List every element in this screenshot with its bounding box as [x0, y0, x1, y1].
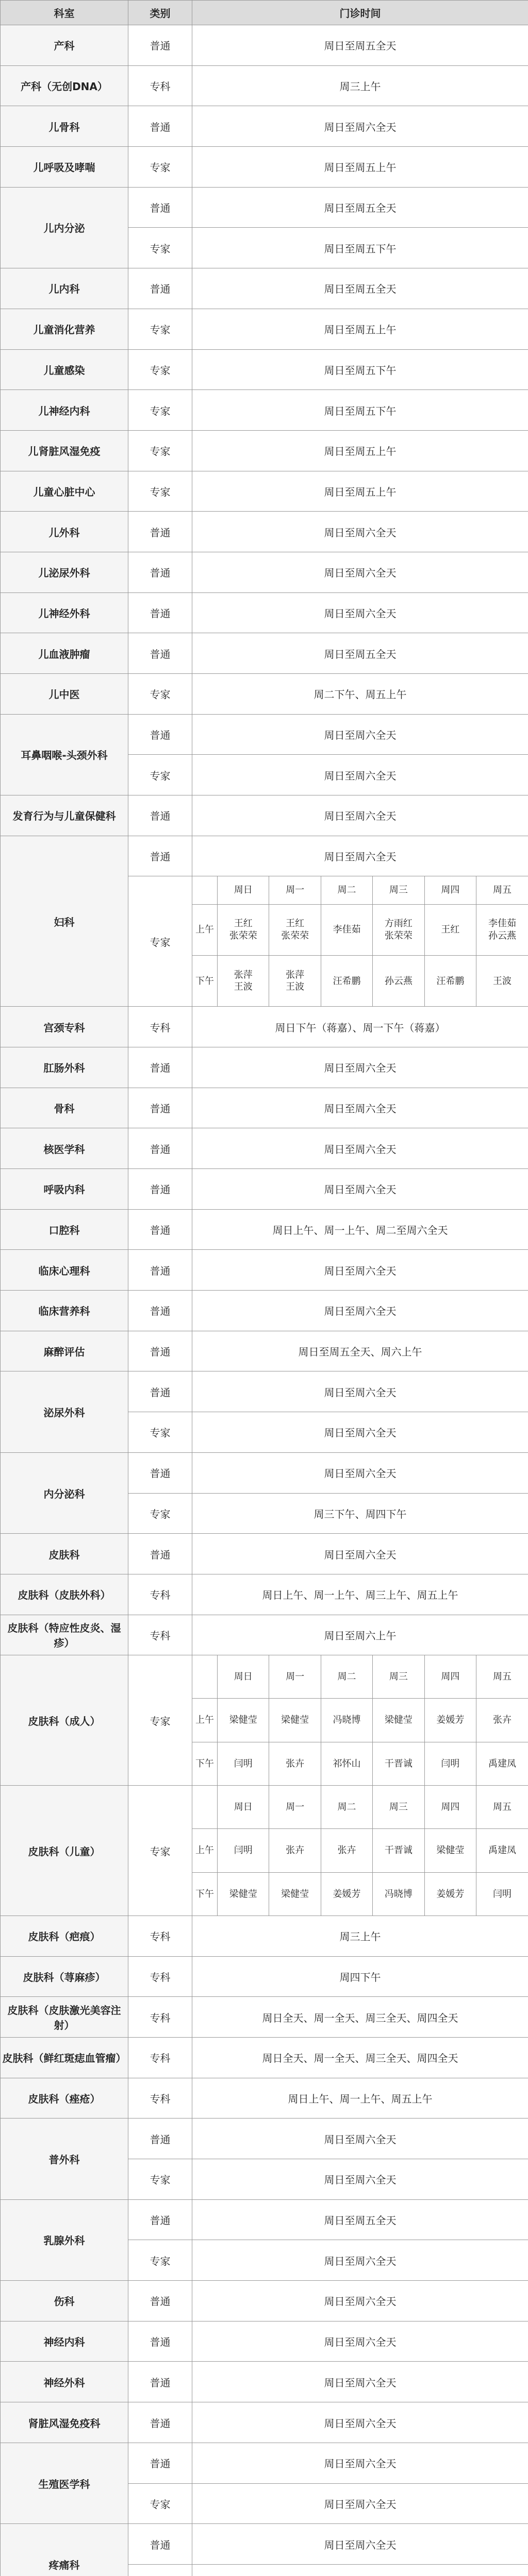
visit-type: 专家 [128, 471, 192, 512]
visit-type: 普通 [128, 714, 192, 755]
grid-day: 周日 [218, 876, 269, 904]
visit-type: 专科 [128, 2078, 192, 2119]
clinic-hours: 周日至周六全天 [192, 1412, 528, 1453]
clinic-hours: 周日至周六全天 [192, 1291, 528, 1331]
visit-type: 专家 [128, 390, 192, 431]
clinic-hours: 周二下午、周五上午 [192, 674, 528, 715]
visit-type: 专家 [128, 147, 192, 188]
clinic-hours: 周日至周六全天 [192, 836, 528, 876]
clinic-hours: 周日至周六全天 [192, 2524, 528, 2565]
doctor-name: 梁健莹 [269, 1699, 321, 1742]
table-row [1, 106, 528, 147]
table-row [1, 2281, 528, 2321]
visit-type: 普通 [128, 2524, 192, 2565]
visit-type: 专家 [128, 876, 192, 1007]
clinic-hours: 周日至周五全天、周六上午 [192, 1331, 528, 1371]
clinic-hours: 周日至周六全天 [192, 2321, 528, 2362]
dept-name: 儿中医 [1, 674, 128, 715]
visit-type: 专家 [128, 349, 192, 390]
dept-name: 临床营养科 [1, 1291, 128, 1331]
clinic-hours: 周日至周六全天 [192, 592, 528, 633]
doctor-name: 禹建凤 [476, 1829, 528, 1873]
grid-day: 周五 [476, 1655, 528, 1698]
dept-name: 儿骨科 [1, 106, 128, 147]
clinic-hours: 周日至周六全天 [192, 755, 528, 795]
table-row [1, 714, 528, 755]
doctor-name: 闫明 [476, 1872, 528, 1915]
dept-name: 皮肤科（成人） [1, 1655, 128, 1786]
visit-type: 普通 [128, 512, 192, 552]
doctor-name: 梁健莹 [218, 1699, 269, 1742]
visit-type: 普通 [128, 1047, 192, 1088]
grid-row-pm [192, 956, 528, 1007]
clinic-hours: 周三下午、周四下午 [192, 1493, 528, 1534]
dept-name: 皮肤科（皮肤外科） [1, 1574, 128, 1615]
clinic-hours: 周日至周六全天 [192, 1250, 528, 1291]
dept-name: 内分泌科 [1, 1452, 128, 1533]
clinic-hours: 周日至周六全天 [192, 795, 528, 836]
clinic-hours: 周日至周六全天 [192, 1534, 528, 1574]
doctor-name: 李佳茹 [321, 904, 372, 956]
visit-type: 普通 [128, 1128, 192, 1169]
table-row [1, 1615, 528, 1655]
dept-name: 泌尿外科 [1, 1371, 128, 1452]
table-row [1, 65, 528, 106]
dept-name: 麻醉评估 [1, 1331, 128, 1371]
dept-name: 皮肤科（疤痕） [1, 1916, 128, 1956]
grid-day: 周二 [321, 876, 372, 904]
table-row [1, 1655, 528, 1786]
doctor-name: 张卉 [476, 1699, 528, 1742]
table-row [1, 674, 528, 715]
table-row [1, 2443, 528, 2483]
visit-type: 专家 [128, 1655, 192, 1786]
doctor-schedule-cell [192, 1655, 528, 1786]
header-dept: 科室 [1, 1, 128, 25]
grid-day: 周一 [269, 1786, 321, 1828]
table-row [1, 1007, 528, 1047]
doctor-name: 汪希鹏 [321, 956, 372, 1007]
table-row [1, 1250, 528, 1291]
grid-day: 周日 [218, 1786, 269, 1828]
visit-type: 专家 [128, 1412, 192, 1453]
clinic-hours: 周日上午、周一上午、周二至周六全天 [192, 1209, 528, 1250]
grid-day: 周四 [424, 876, 476, 904]
dept-name: 儿神经外科 [1, 592, 128, 633]
table-row [1, 147, 528, 188]
clinic-hours: 周日至周五全天 [192, 187, 528, 228]
grid-period: 上午 [192, 1829, 218, 1873]
grid-corner [192, 1655, 218, 1698]
clinic-hours: 周日至周六全天 [192, 2159, 528, 2200]
doctor-name: 干晋诚 [373, 1829, 424, 1873]
table-row [1, 1574, 528, 1615]
dept-name: 普外科 [1, 2119, 128, 2199]
table-row [1, 430, 528, 471]
doctor-name: 王红 张荣荣 [269, 904, 321, 956]
grid-period: 下午 [192, 1872, 218, 1915]
table-header-row [1, 1, 528, 25]
dept-name: 口腔科 [1, 1209, 128, 1250]
clinic-hours: 周日至周六全天 [192, 1169, 528, 1210]
clinic-hours: 周日至周六全天 [192, 106, 528, 147]
dept-name: 皮肤科（荨麻疹） [1, 1956, 128, 1997]
visit-type: 专家 [128, 2159, 192, 2200]
grid-day: 周日 [218, 1655, 269, 1698]
dept-name: 伤科 [1, 2281, 128, 2321]
clinic-hours: 周日至周五上午 [192, 309, 528, 349]
clinic-hours: 周日至周六全天 [192, 2483, 528, 2524]
doctor-name: 张卉 [269, 1742, 321, 1785]
grid-row-pm [192, 1872, 528, 1915]
dept-name: 皮肤科（鲜红斑痣血管瘤） [1, 2037, 128, 2078]
clinic-hours: 周日至周五下午 [192, 228, 528, 268]
clinic-hours: 周三上午 [192, 1916, 528, 1956]
grid-row-am [192, 1829, 528, 1873]
doctor-name: 梁健莹 [269, 1872, 321, 1915]
dept-name: 宫颈专科 [1, 1007, 128, 1047]
doctor-name: 张卉 [321, 1829, 372, 1873]
grid-row-pm [192, 1742, 528, 1785]
dept-name: 肛肠外科 [1, 1047, 128, 1088]
visit-type: 普通 [128, 1371, 192, 1412]
doctor-name: 祁怀山 [321, 1742, 372, 1785]
table-row [1, 795, 528, 836]
clinic-hours: 周日至周六全天 [192, 714, 528, 755]
visit-type: 普通 [128, 25, 192, 66]
clinic-hours: 周日上午、周一上午、周五上午 [192, 2078, 528, 2119]
dept-name: 耳鼻咽喉-头颈外科 [1, 714, 128, 795]
visit-type: 普通 [128, 1088, 192, 1128]
doctor-name: 李佳茹 孙云燕 [476, 904, 528, 956]
doctor-name: 王红 [424, 904, 476, 956]
visit-type: 普通 [128, 1250, 192, 1291]
clinic-hours [192, 2564, 528, 2576]
dept-name: 肾脏风湿免疫科 [1, 2402, 128, 2443]
clinic-hours: 周日至周五下午 [192, 349, 528, 390]
doctor-schedule-cell [192, 1786, 528, 1916]
table-row [1, 552, 528, 592]
table-row [1, 349, 528, 390]
table-row [1, 471, 528, 512]
dept-name: 神经外科 [1, 2362, 128, 2402]
visit-type: 专家 [128, 2240, 192, 2281]
grid-period: 下午 [192, 1742, 218, 1785]
visit-type: 普通 [128, 1209, 192, 1250]
grid-period: 上午 [192, 1699, 218, 1742]
visit-type: 普通 [128, 552, 192, 592]
header-time: 门诊时间 [192, 1, 528, 25]
table-row [1, 1916, 528, 1956]
grid-header-row [192, 1655, 528, 1698]
table-row [1, 1452, 528, 1493]
doctor-name: 张卉 [269, 1829, 321, 1873]
dept-name: 儿外科 [1, 512, 128, 552]
doctor-name: 禹建凤 [476, 1742, 528, 1785]
clinic-hours: 周日至周六全天 [192, 1128, 528, 1169]
grid-corner [192, 876, 218, 904]
visit-type [128, 2564, 192, 2576]
grid-day: 周三 [373, 1655, 424, 1698]
grid-day: 周五 [476, 876, 528, 904]
doctor-name: 汪希鹏 [424, 956, 476, 1007]
dept-name: 儿肾脏风湿免疫 [1, 430, 128, 471]
grid-day: 周三 [373, 876, 424, 904]
clinic-hours: 周日至周五上午 [192, 430, 528, 471]
dept-name: 儿童消化营养 [1, 309, 128, 349]
visit-type: 普通 [128, 2443, 192, 2483]
doctor-name: 梁健莹 [218, 1872, 269, 1915]
dept-name: 皮肤科 [1, 1534, 128, 1574]
grid-day: 周一 [269, 1655, 321, 1698]
clinic-hours: 周日下午（蒋嘉）、周一下午（蒋嘉） [192, 1007, 528, 1047]
clinic-hours: 周日至周六全天 [192, 2119, 528, 2159]
clinic-hours: 周日至周六全天 [192, 1452, 528, 1493]
clinic-hours: 周日至周五全天 [192, 268, 528, 309]
grid-period: 下午 [192, 956, 218, 1007]
table-row [1, 2119, 528, 2159]
doctor-name: 冯晓博 [373, 1872, 424, 1915]
grid-row-am [192, 1699, 528, 1742]
doctor-name: 孙云燕 [373, 956, 424, 1007]
table-row [1, 2037, 528, 2078]
doctor-name: 闫明 [218, 1829, 269, 1873]
visit-type: 普通 [128, 2281, 192, 2321]
doctor-name: 闫明 [218, 1742, 269, 1785]
table-row [1, 1371, 528, 1412]
doctor-name: 张萍 王波 [269, 956, 321, 1007]
visit-type: 普通 [128, 2199, 192, 2240]
visit-type: 专科 [128, 65, 192, 106]
table-row [1, 836, 528, 876]
dept-name: 乳腺外科 [1, 2199, 128, 2280]
grid-header-row [192, 1786, 528, 1828]
dept-name: 生殖医学科 [1, 2443, 128, 2523]
visit-type: 专科 [128, 1574, 192, 1615]
doctor-name: 梁健莹 [373, 1699, 424, 1742]
dept-name: 产科（无创DNA） [1, 65, 128, 106]
visit-type: 普通 [128, 592, 192, 633]
visit-type: 普通 [128, 795, 192, 836]
visit-type: 专家 [128, 674, 192, 715]
clinic-hours: 周日至周六全天 [192, 512, 528, 552]
grid-row-am [192, 904, 528, 956]
clinic-hours: 周日至周六全天 [192, 2240, 528, 2281]
visit-type: 专家 [128, 228, 192, 268]
grid-day: 周四 [424, 1786, 476, 1828]
doctor-name: 姜媛芳 [424, 1872, 476, 1915]
table-row [1, 1956, 528, 1997]
clinic-hours: 周日至周五全天 [192, 25, 528, 66]
grid-day: 周二 [321, 1655, 372, 1698]
table-row [1, 2362, 528, 2402]
visit-type: 普通 [128, 1452, 192, 1493]
visit-type: 专科 [128, 1007, 192, 1047]
dept-name: 呼吸内科 [1, 1169, 128, 1210]
dept-name: 骨科 [1, 1088, 128, 1128]
clinic-hours: 周日至周六上午 [192, 1615, 528, 1655]
dept-name: 儿童心脏中心 [1, 471, 128, 512]
table-row [1, 25, 528, 66]
table-row [1, 2321, 528, 2362]
visit-type: 普通 [128, 1169, 192, 1210]
visit-type: 专家 [128, 1786, 192, 1916]
visit-type: 专科 [128, 2037, 192, 2078]
grid-day: 周五 [476, 1786, 528, 1828]
dept-name: 发育行为与儿童保健科 [1, 795, 128, 836]
visit-type: 专家 [128, 1493, 192, 1534]
dept-name: 核医学科 [1, 1128, 128, 1169]
doctor-name: 王红 张荣荣 [218, 904, 269, 956]
table-row [1, 1169, 528, 1210]
dept-name: 儿内科 [1, 268, 128, 309]
clinic-hours: 周日全天、周一全天、周三全天、周四全天 [192, 2037, 528, 2078]
visit-type: 专科 [128, 1615, 192, 1655]
clinic-hours: 周四下午 [192, 1956, 528, 1997]
clinic-hours: 周日至周六全天 [192, 1047, 528, 1088]
table-row [1, 309, 528, 349]
dept-name: 儿泌尿外科 [1, 552, 128, 592]
dept-name: 儿童感染 [1, 349, 128, 390]
table-row [1, 268, 528, 309]
dept-name: 儿呼吸及哮喘 [1, 147, 128, 188]
dept-name: 产科 [1, 25, 128, 66]
table-row [1, 1291, 528, 1331]
doctor-name: 梁健莹 [424, 1829, 476, 1873]
doctor-name: 闫明 [424, 1742, 476, 1785]
visit-type: 专科 [128, 1916, 192, 1956]
grid-day: 周二 [321, 1786, 372, 1828]
grid-day: 周三 [373, 1786, 424, 1828]
dept-name: 疼痛科 [1, 2524, 128, 2576]
clinic-hours: 周日至周五上午 [192, 147, 528, 188]
dept-name: 皮肤科（痤疮） [1, 2078, 128, 2119]
header-type: 类别 [128, 1, 192, 25]
dept-name: 神经内科 [1, 2321, 128, 2362]
dept-name: 儿神经内科 [1, 390, 128, 431]
grid-period: 上午 [192, 904, 218, 956]
table-row [1, 187, 528, 228]
clinic-hours: 周日至周五上午 [192, 471, 528, 512]
table-row [1, 1534, 528, 1574]
doctor-name: 冯晓博 [321, 1699, 372, 1742]
clinic-hours: 周日全天、周一全天、周三全天、周四全天 [192, 1997, 528, 2038]
dept-name: 皮肤科（儿童） [1, 1786, 128, 1916]
table-row [1, 1128, 528, 1169]
visit-type: 普通 [128, 1291, 192, 1331]
table-row [1, 2199, 528, 2240]
grid-day: 周四 [424, 1655, 476, 1698]
clinic-hours: 周日上午、周一上午、周三上午、周五上午 [192, 1574, 528, 1615]
clinic-hours: 周日至周六全天 [192, 2362, 528, 2402]
visit-type: 专家 [128, 430, 192, 471]
table-row [1, 2524, 528, 2565]
visit-type: 专家 [128, 755, 192, 795]
visit-type: 专家 [128, 2483, 192, 2524]
clinic-hours: 周日至周六全天 [192, 1088, 528, 1128]
table-row [1, 1047, 528, 1088]
clinic-hours: 周日至周六全天 [192, 2281, 528, 2321]
visit-type: 普通 [128, 187, 192, 228]
visit-type: 专科 [128, 1956, 192, 1997]
table-row [1, 1331, 528, 1371]
dept-name: 皮肤科（皮肤激光美容注射） [1, 1997, 128, 2038]
visit-type: 普通 [128, 2321, 192, 2362]
table-row [1, 390, 528, 431]
table-row [1, 1209, 528, 1250]
clinic-hours: 周三上午 [192, 65, 528, 106]
dept-name: 临床心理科 [1, 1250, 128, 1291]
doctor-name: 王波 [476, 956, 528, 1007]
visit-type: 普通 [128, 1331, 192, 1371]
doctor-name: 姜媛芳 [321, 1872, 372, 1915]
table-row [1, 1088, 528, 1128]
visit-type: 普通 [128, 2402, 192, 2443]
clinic-hours: 周日至周六全天 [192, 2443, 528, 2483]
table-row [1, 1997, 528, 2038]
dept-name: 妇科 [1, 836, 128, 1007]
table-row [1, 592, 528, 633]
visit-type: 普通 [128, 633, 192, 674]
clinic-hours: 周日至周六全天 [192, 2402, 528, 2443]
doctor-schedule-grid [192, 1786, 528, 1916]
visit-type: 普通 [128, 836, 192, 876]
grid-header-row [192, 876, 528, 904]
doctor-schedule-grid [192, 876, 528, 1006]
clinic-hours: 周日至周六全天 [192, 1371, 528, 1412]
visit-type: 普通 [128, 2119, 192, 2159]
grid-day: 周一 [269, 876, 321, 904]
visit-type: 普通 [128, 106, 192, 147]
dept-name: 儿内分泌 [1, 187, 128, 268]
clinic-hours: 周日至周五全天 [192, 2199, 528, 2240]
doctor-name: 干晋诚 [373, 1742, 424, 1785]
clinic-hours: 周日至周六全天 [192, 552, 528, 592]
clinic-hours: 周日至周五全天 [192, 633, 528, 674]
dept-name: 皮肤科（特应性皮炎、湿疹） [1, 1615, 128, 1655]
table-row [1, 2402, 528, 2443]
table-row [1, 2078, 528, 2119]
doctor-name: 姜媛芳 [424, 1699, 476, 1742]
visit-type: 专家 [128, 309, 192, 349]
visit-type: 普通 [128, 268, 192, 309]
clinic-hours: 周日至周五下午 [192, 390, 528, 431]
visit-type: 普通 [128, 2362, 192, 2402]
visit-type: 专科 [128, 1997, 192, 2038]
table-row [1, 512, 528, 552]
doctor-name: 方雨红 张荣荣 [373, 904, 424, 956]
doctor-schedule-cell [192, 876, 528, 1007]
dept-name: 儿血液肿瘤 [1, 633, 128, 674]
table-row [1, 633, 528, 674]
table-row [1, 1786, 528, 1916]
doctor-name: 张萍 王波 [218, 956, 269, 1007]
grid-corner [192, 1786, 218, 1828]
visit-type: 普通 [128, 1534, 192, 1574]
doctor-schedule-grid [192, 1655, 528, 1785]
